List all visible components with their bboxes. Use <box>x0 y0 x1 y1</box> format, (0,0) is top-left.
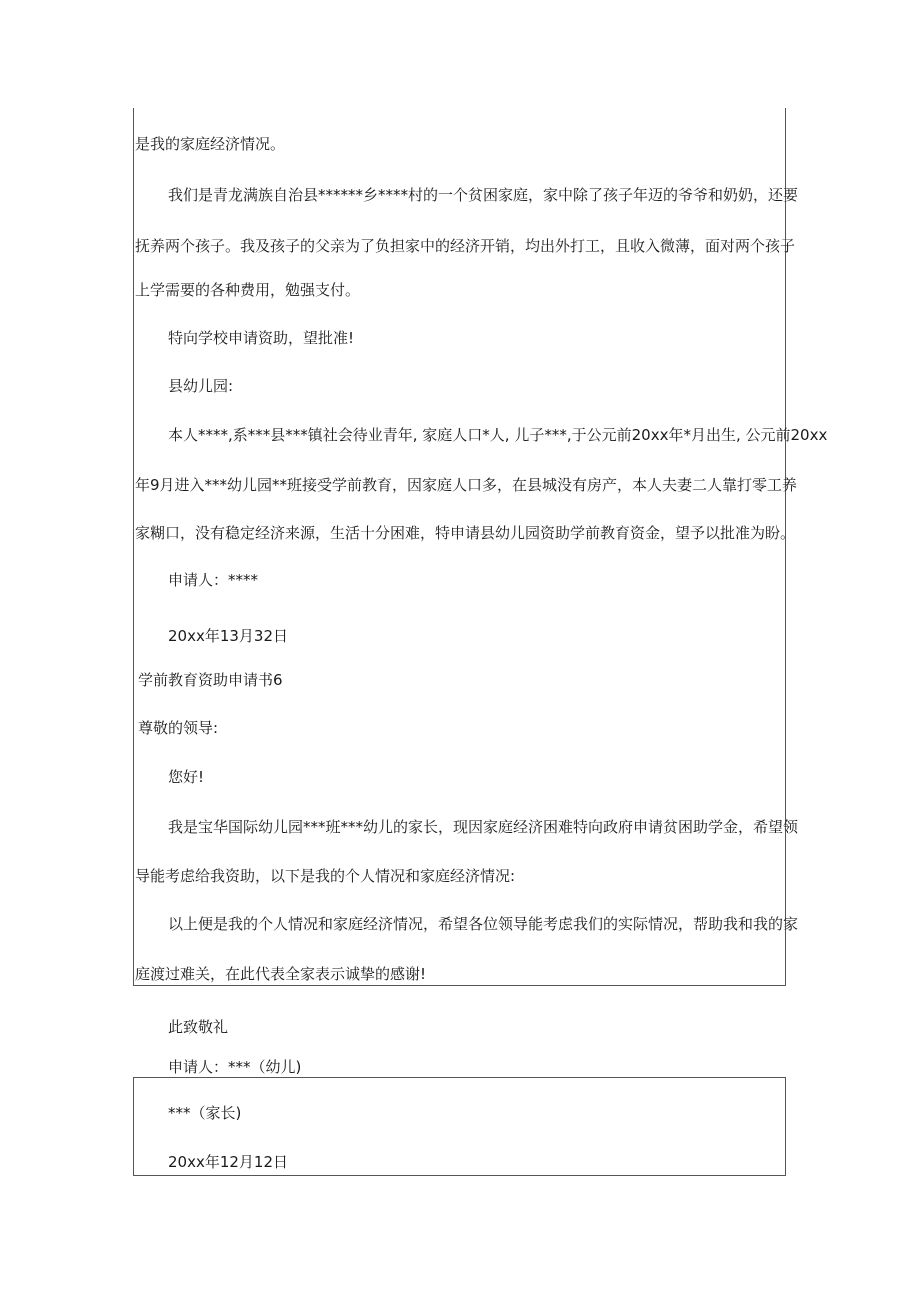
paragraph-line: 本人****,系***县***镇社会待业青年, 家庭人口*人, 儿子***,于公元前20xx年*月出生, 公元前20xx <box>168 426 828 444</box>
paragraph-line: 我们是青龙满族自治县******乡****村的一个贫困家庭，家中除了孩子年迈的爷爷和奶奶，还要 <box>168 186 799 204</box>
paragraph-line: 家糊口，没有稳定经济来源，生活十分困难，特申请县幼儿园资助学前教育资金，望予以批准为盼。 <box>135 524 796 542</box>
date-line: 20xx年12月12日 <box>168 1153 289 1171</box>
salutation-line: 尊敬的领导: <box>138 719 219 737</box>
applicant-line: 申请人：**** <box>168 571 259 589</box>
date-line: 20xx年13月32日 <box>168 627 289 645</box>
addressee-line: 县幼儿园: <box>168 377 234 395</box>
paragraph-line: 导能考虑给我资助，以下是我的个人情况和家庭经济情况: <box>135 867 516 885</box>
paragraph-line: 以上便是我的个人情况和家庭经济情况，希望各位领导能考虑我们的实际情况，帮助我和我的家 <box>168 915 799 933</box>
paragraph-line: 抚养两个孩子。我及孩子的父亲为了负担家中的经济开销，均出外打工，且收入微薄，面对两个孩子 <box>135 237 796 255</box>
paragraph-line: 我是宝华国际幼儿园***班***幼儿的家长，现因家庭经济困难特向政府申请贫困助学金，希望领 <box>168 818 799 836</box>
paragraph-line: 上学需要的各种费用，勉强支付。 <box>135 281 361 299</box>
section-title: 学前教育资助申请书6 <box>138 671 283 689</box>
paragraph-line: 特向学校申请资助，望批准! <box>168 329 355 347</box>
greeting-line: 您好! <box>168 768 205 786</box>
parent-line: ***（家长) <box>168 1104 242 1122</box>
paragraph-line: 年9月进入***幼儿园**班接受学前教育，因家庭人口多，在县城没有房产，本人夫妻二人靠打零工养 <box>135 476 798 494</box>
text-line: 是我的家庭经济情况。 <box>135 135 286 153</box>
applicant-line: 申请人：***（幼儿) <box>168 1058 302 1076</box>
closing-line: 此致敬礼 <box>168 1018 229 1036</box>
paragraph-line: 庭渡过难关，在此代表全家表示诚挚的感谢! <box>135 965 427 983</box>
